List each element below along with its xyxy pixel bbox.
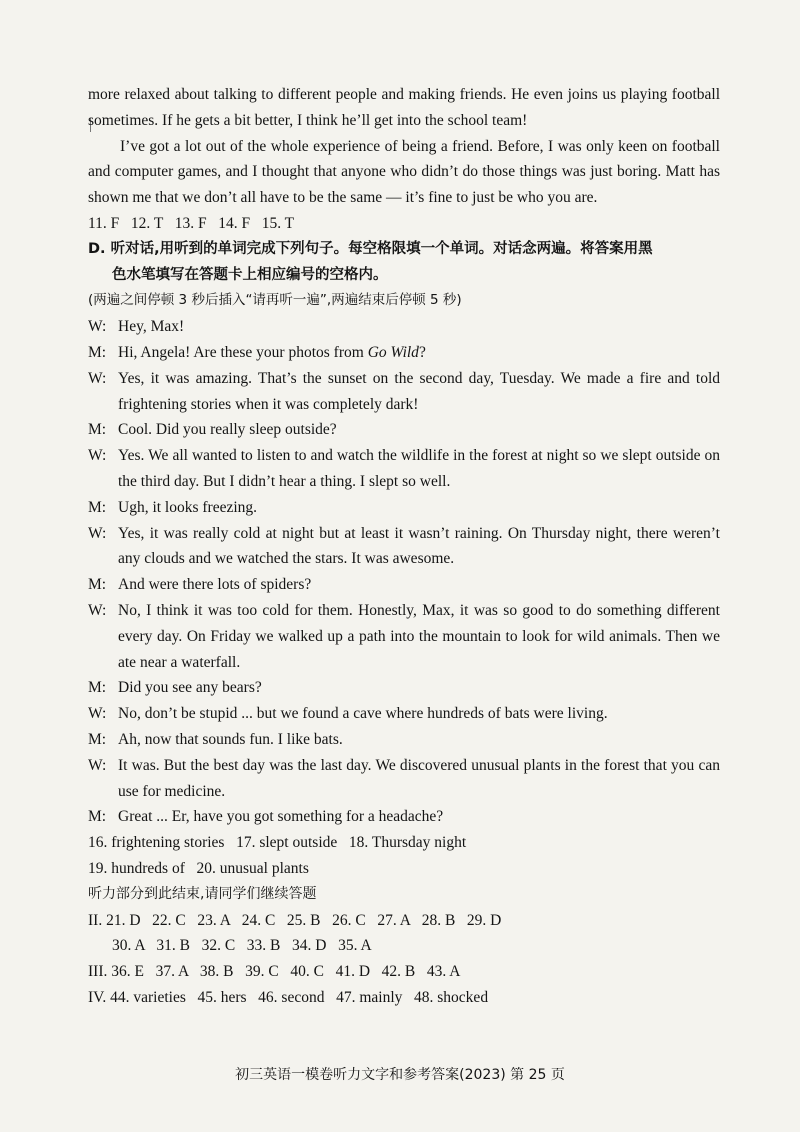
speaker: M: xyxy=(88,730,107,748)
dialogue-line xyxy=(88,675,720,701)
dialogue-line xyxy=(88,598,720,675)
utterance: Cool. Did you really sleep outside? xyxy=(118,421,337,439)
dialogue-line xyxy=(88,443,720,495)
speaker: W: xyxy=(88,447,107,465)
dialogue-line xyxy=(88,314,720,340)
dialogue-line xyxy=(88,366,720,418)
utterance-end: ? xyxy=(418,343,426,361)
utterance: Ugh, it looks freezing. xyxy=(118,498,258,516)
utterance: It was. But the best day was the last day. We discovered unusual plants in the forest that you can use for medicine. xyxy=(118,756,720,800)
section-iii-answers: III. 36. E 37. A 38. B 39. C 40. C 41. D 42. B 43. A xyxy=(88,963,461,981)
speaker: W: xyxy=(88,756,107,774)
dialogue-line xyxy=(88,340,720,366)
utterance: Hey, Max! xyxy=(118,318,185,336)
section-iv-answers: IV. 44. varieties 45. hers 46. second 47. mainly 48. shocked xyxy=(88,988,489,1006)
utterance: Did you see any bears? xyxy=(118,679,262,697)
section-ii-answers-1: II. 21. D 22. C 23. A 24. C 25. B 26. C 27. A 28. B 29. D xyxy=(88,911,502,929)
section-d-heading xyxy=(88,237,720,289)
speaker: W: xyxy=(88,601,107,619)
dialogue-line xyxy=(88,727,720,753)
speaker: M: xyxy=(88,679,107,697)
speaker: M: xyxy=(88,343,107,361)
speaker: W: xyxy=(88,524,107,542)
speaker: W: xyxy=(88,318,107,336)
passage-paragraph-2: I’ve got a lot out of the whole experience of being a friend. Before, I was only keen on football and computer games, and I thought that anyone who didn’t do those things was just boring. Matt has shown me that we don’t all have to be the same — it’s fine to just be who you are. xyxy=(88,137,720,207)
dialogue-line xyxy=(88,753,720,805)
speaker: M: xyxy=(88,576,107,594)
utterance: Yes, it was really cold at night but at least it wasn’t raining. On Thursday night, there weren’t any clouds and we watched the stars. It was awesome. xyxy=(118,524,720,568)
speaker: W: xyxy=(88,705,107,723)
dialogue-line xyxy=(88,495,720,521)
utterance: Ah, now that sounds fun. I like bats. xyxy=(118,730,343,748)
answers-19-20: 19. hundreds of 20. unusual plants xyxy=(88,859,309,877)
camp-title: Go Wild xyxy=(367,343,419,361)
section-d-heading-line2: 色水笔填写在答题卡上相应编号的空格内。 xyxy=(112,266,388,283)
page-footer: 初三英语一模卷听力文字和参考答案(2023) 第 25 页 xyxy=(235,1067,565,1083)
speaker: M: xyxy=(88,421,107,439)
utterance: Great ... Er, have you got something for a headache? xyxy=(118,808,444,826)
page-content xyxy=(88,82,720,1011)
section-d-heading-line1: D. 听对话,用听到的单词完成下列句子。每空格限填一个单词。对话念两遍。将答案用黑 xyxy=(88,240,653,257)
passage-paragraph-1: more relaxed about talking to different people and making friends. He even joins us playing football sometimes. If he gets a bit better, I think he’ll get into the school team! xyxy=(88,86,720,129)
utterance: No, I think it was too cold for them. Honestly, Max, it was so good to do something different every day. On Friday we walked up a path into the mountain to look for wild animals. Then we ate near a waterfall. xyxy=(118,601,720,671)
section-d-note: (两遍之间停顿 3 秒后插入“请再听一遍”,两遍结束后停顿 5 秒) xyxy=(88,292,462,309)
dialogue-line xyxy=(88,701,720,727)
dialogue xyxy=(88,314,720,830)
utterance-text: Hi, Angela! Are these your photos from xyxy=(118,343,368,361)
utterance xyxy=(118,340,720,366)
answers-11-15: 11. F 12. T 13. F 14. F 15. T xyxy=(88,214,295,232)
section-ii-answers-2: 30. A 31. B 32. C 33. B 34. D 35. A xyxy=(112,937,372,955)
utterance: And were there lots of spiders? xyxy=(118,576,312,594)
speaker: M: xyxy=(88,498,107,516)
utterance: Yes, it was amazing. That’s the sunset on the second day, Tuesday. We made a fire and told frightening stories when it was completely dark! xyxy=(118,369,720,413)
dialogue-line xyxy=(88,804,720,830)
answers-16-18: 16. frightening stories 17. slept outside 18. Thursday night xyxy=(88,834,467,852)
speaker: W: xyxy=(88,369,107,387)
dialogue-line xyxy=(88,572,720,598)
listening-end-note: 听力部分到此结束,请同学们继续答题 xyxy=(88,885,317,902)
utterance: No, don’t be stupid ... but we found a cave where hundreds of bats were living. xyxy=(118,705,608,723)
dialogue-line xyxy=(88,417,720,443)
dialogue-line xyxy=(88,521,720,573)
speaker: M: xyxy=(88,808,107,826)
utterance: Yes. We all wanted to listen to and watch the wildlife in the forest at night so we slept outside on the third day. But I didn’t hear a thing. I slept so well. xyxy=(118,447,720,490)
